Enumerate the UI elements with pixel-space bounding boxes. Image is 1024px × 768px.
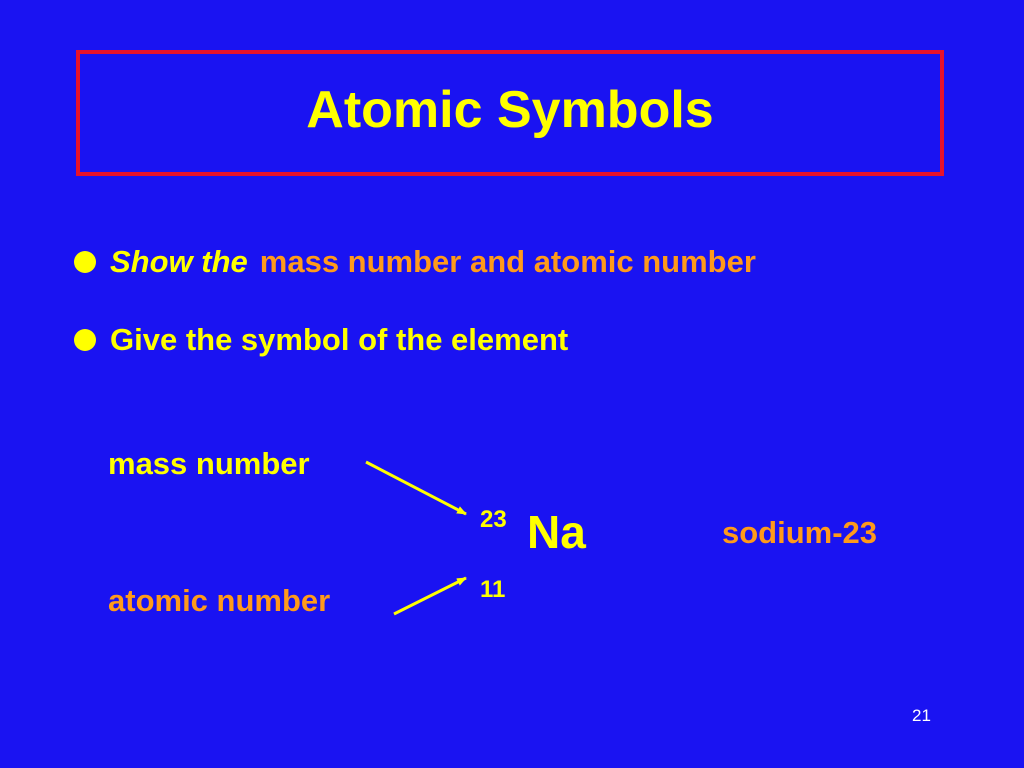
- atomic-number-label: atomic number: [108, 583, 331, 618]
- slide-title: Atomic Symbols: [306, 81, 714, 139]
- mass-number-label: mass number: [108, 446, 310, 481]
- atomic-number-value: 11: [480, 576, 506, 603]
- mass-arrow-icon: [366, 462, 466, 514]
- bullet-2-text: Give the symbol of the element: [110, 322, 569, 357]
- bullet-1-text: mass number and atomic number: [259, 244, 756, 279]
- element-symbol: Na: [527, 506, 586, 558]
- bullet-1-prefix: Show the: [110, 244, 248, 279]
- bullet-2: [74, 322, 568, 358]
- title-box: [76, 50, 944, 176]
- isotope-name: sodium-23: [722, 515, 878, 550]
- atomic-arrow-icon: [394, 578, 466, 614]
- bullet-dot-icon: [74, 329, 96, 351]
- mass-number-value: 23: [480, 506, 507, 533]
- bullet-1: [74, 244, 756, 280]
- page-number: 21: [912, 706, 931, 725]
- bullet-dot-icon: [74, 251, 96, 273]
